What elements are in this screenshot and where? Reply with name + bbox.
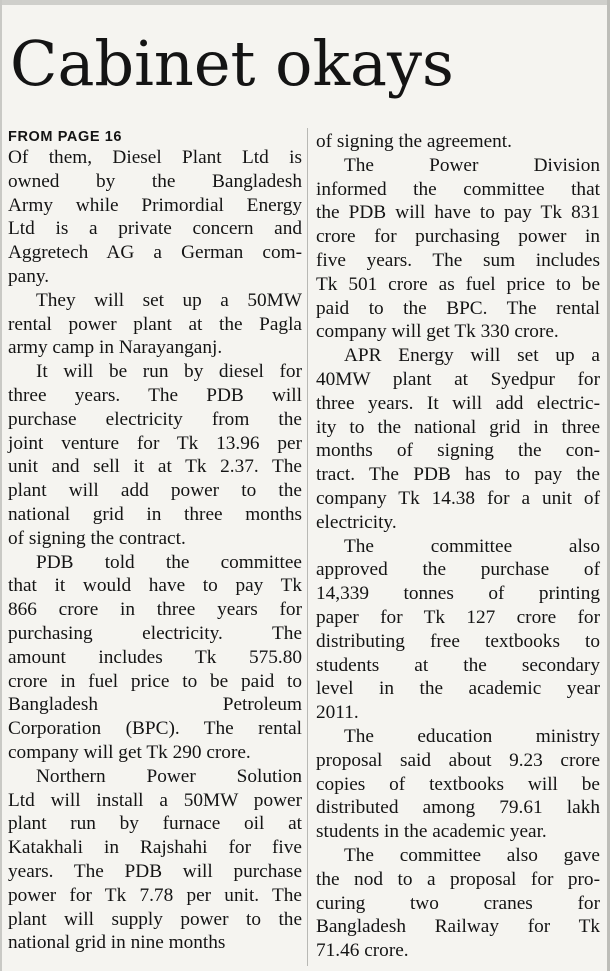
text-line: three years. The PDB will — [8, 384, 302, 406]
paragraph — [316, 535, 600, 725]
text-line: company will get Tk 330 crore. — [316, 321, 559, 343]
text-line: 14,339 tonnes of printing — [316, 583, 600, 605]
top-border — [0, 0, 610, 5]
text-line: copies of textbooks will be — [316, 773, 600, 795]
text-line: The Power Division — [344, 154, 600, 176]
left-border — [0, 0, 2, 971]
text-line: Aggretech AG a German com- — [8, 242, 302, 264]
text-line: purchasing electricity. The — [8, 622, 302, 644]
text-line: APR Energy will set up a — [344, 345, 600, 367]
text-line: Katakhali in Rajshahi for five — [8, 837, 302, 859]
text-line: that it would have to pay Tk — [8, 575, 302, 597]
text-line: 866 crore in three years for — [8, 599, 302, 621]
text-line: joint venture for Tk 13.96 per — [8, 432, 302, 454]
text-line: 2011. — [316, 702, 359, 724]
article-column-right — [316, 130, 600, 963]
paragraph — [316, 725, 600, 844]
headline: Cabinet okays — [10, 27, 454, 100]
text-line: company will get Tk 290 crore. — [8, 741, 251, 763]
text-line: unit and sell it at Tk 2.37. The — [8, 456, 302, 478]
text-line: of signing the agreement. — [316, 131, 512, 152]
text-line: The education ministry — [344, 725, 600, 747]
text-line: of signing the contract. — [8, 527, 186, 549]
right-column-body — [316, 130, 600, 963]
text-line: ity to the national grid in three — [316, 416, 600, 438]
text-line: PDB told the committee — [36, 551, 302, 573]
text-line: students at the secondary — [316, 654, 600, 676]
paragraph — [8, 765, 302, 955]
text-line: years. The PDB will purchase — [8, 860, 302, 882]
text-line: national grid in nine months — [8, 932, 226, 954]
left-column-body — [8, 146, 302, 955]
text-line: crore for purchasing power in — [316, 226, 600, 248]
text-line: army camp in Narayanganj. — [8, 337, 223, 359]
paragraph — [316, 130, 600, 154]
paragraph — [8, 360, 302, 550]
text-line: distributing free textbooks to — [316, 630, 600, 652]
paragraph — [316, 344, 600, 534]
text-line: plant will supply power to the — [8, 908, 302, 930]
text-line: paper for Tk 127 crore for — [316, 606, 600, 628]
text-line: informed the committee that — [316, 178, 600, 200]
text-line: company Tk 14.38 for a unit of — [316, 487, 600, 509]
text-line: They will set up a 50MW — [36, 289, 302, 311]
paragraph — [8, 146, 302, 289]
text-line: tract. The PDB has to pay the — [316, 464, 600, 486]
column-divider — [307, 128, 308, 966]
text-line: Northern Power Solution — [36, 765, 302, 787]
text-line: crore in fuel price to be paid to — [8, 670, 302, 692]
continuation-kicker: FROM PAGE 16 — [8, 129, 123, 145]
paragraph — [8, 551, 302, 765]
text-line: electricity. — [316, 511, 397, 533]
text-line: The committee also — [344, 535, 600, 557]
paragraph — [316, 154, 600, 344]
text-line: national grid in three months — [8, 503, 302, 525]
text-line: Corporation (BPC). The rental — [8, 718, 302, 740]
text-line: five years. The sum includes — [316, 249, 600, 271]
text-line: proposal said about 9.23 crore — [316, 749, 600, 771]
text-line: 40MW plant at Syedpur for — [316, 368, 600, 390]
text-line: The committee also gave — [344, 844, 600, 866]
text-line: the PDB will have to pay Tk 831 — [316, 202, 600, 224]
text-line: Ltd is a private concern and — [8, 218, 302, 240]
text-line: purchase electricity from the — [8, 408, 302, 430]
text-line: curing two cranes for — [316, 892, 600, 914]
text-line: Ltd will install a 50MW power — [8, 789, 302, 811]
text-line: owned by the Bangladesh — [8, 170, 302, 192]
text-line: pany. — [8, 265, 50, 287]
text-line: Of them, Diesel Plant Ltd is — [8, 147, 302, 168]
paragraph — [316, 844, 600, 963]
text-line: plant run by furnace oil at — [8, 813, 302, 835]
text-line: Bangladesh Railway for Tk — [316, 916, 600, 938]
article-column-left — [8, 128, 302, 955]
text-line: students in the academic year. — [316, 821, 547, 843]
text-line: Tk 501 crore as fuel price to be — [316, 273, 600, 295]
text-line: Army while Primordial Energy — [8, 194, 302, 216]
text-line: the nod to a proposal for pro- — [316, 868, 600, 890]
text-line: plant will add power to the — [8, 480, 302, 502]
text-line: 71.46 crore. — [316, 940, 409, 962]
text-line: rental power plant at the Pagla — [8, 313, 302, 335]
text-line: amount includes Tk 575.80 — [8, 646, 302, 668]
text-line: months of signing the con- — [316, 440, 600, 462]
text-line: three years. It will add electric- — [316, 392, 600, 414]
text-line: It will be run by diesel for — [36, 361, 302, 383]
text-line: paid to the BPC. The rental — [316, 297, 600, 319]
paragraph — [8, 289, 302, 360]
text-line: level in the academic year — [316, 678, 600, 700]
text-line: distributed among 79.61 lakh — [316, 797, 600, 819]
text-line: power for Tk 7.78 per unit. The — [8, 884, 302, 906]
text-line: Bangladesh Petroleum — [8, 694, 302, 716]
text-line: approved the purchase of — [316, 559, 600, 581]
